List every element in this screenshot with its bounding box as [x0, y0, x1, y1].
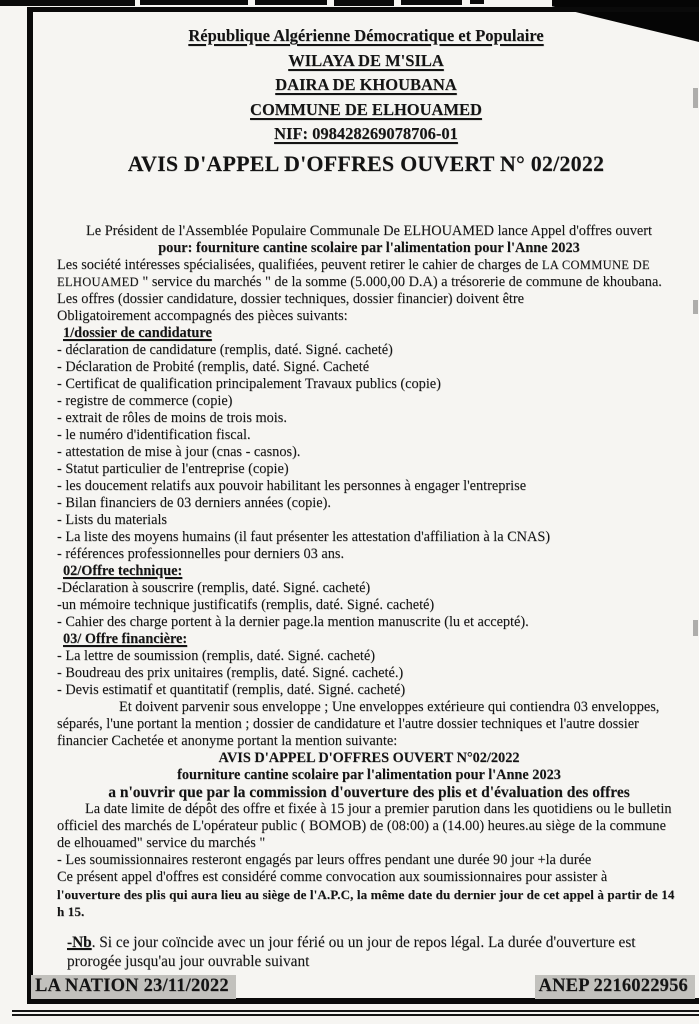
scan-artifact-top-text — [470, 0, 484, 4]
section-items — [57, 342, 681, 563]
ouverture-line: l'ouverture des plis qui aura lieu au siège de l'A.P.C, la même date du dernier jour de cet appel à partir de 14 h 15. — [57, 886, 675, 919]
envelope-paragraph: Et doivent parvenir sous enveloppe ; Une enveloppes extérieure qui contiendra 03 enveloppes, séparés, l'une portant la mention ; dossier de candidature et l'autre dossier techniques et l'autre dossier financier Cachetée et anonyme portant la mention suivante: — [57, 698, 660, 749]
convocation-line: Ce présent appel d'offres est considéré comme convocation aux soumissionnaires pour assister à — [57, 868, 608, 885]
requirement-item: - Lists du materials — [57, 511, 167, 528]
retrait-text: " service du marchés " de la somme (5.000,00 D.A) a trésorerie de commune de khoubana. — [138, 273, 662, 290]
requirement-section — [57, 631, 681, 699]
bottom-double-rule — [12, 1010, 699, 1016]
requirement-item: - le numéro d'identification fiscal. — [57, 426, 251, 443]
page-title: AVIS D'APPEL D'OFFRES OUVERT N° 02/2022 — [127, 150, 605, 176]
requirement-item: -Déclaration à souscrire (remplis, daté. Signé. cacheté) — [57, 579, 371, 596]
anep-reference: ANEP 2216022956 — [535, 975, 695, 999]
retrait-paragraph — [57, 257, 681, 291]
republic-line: République Algérienne Démocratique et Populaire — [188, 26, 544, 45]
engagement-line: - Les soumissionnaires resteront engagés par leurs offres pendant une durée 90 jour +la durée — [57, 851, 592, 868]
nif-line: NIF: 098428269078706-01 — [274, 124, 458, 143]
mention-commission: a n'ouvrir que par la commission d'ouverture des plis et d'évaluation des offres — [108, 783, 630, 801]
nb-label: -Nb — [67, 933, 92, 951]
requirement-item: - extrait de rôles de moins de trois mois. — [57, 409, 287, 426]
nb-note — [33, 933, 699, 971]
commune-line: COMMUNE DE ELHOUAMED — [250, 99, 482, 119]
notice-frame — [27, 7, 699, 1004]
requirement-item: - Statut particulier de l'entreprise (copie) — [57, 460, 289, 477]
scan-artifact-top-text — [401, 0, 462, 5]
journal-credit: LA NATION 23/11/2022 — [31, 975, 236, 999]
section-items — [57, 648, 681, 699]
scan-artifact-top-text — [334, 0, 394, 6]
requirement-sections — [57, 325, 681, 699]
scan-artifact-top-text — [0, 0, 135, 6]
requirement-section — [57, 325, 681, 563]
nb-text: . Si ce jour coïncide avec un jour férié ou un jour de repos légal. La durée d'ouverture est prorogée jusqu'au jour ouvrable suivant — [67, 933, 636, 970]
subject-line: pour: fourniture cantine scolaire par l'alimentation pour l'Anne 2023 — [158, 239, 580, 256]
scan-artifact-top-text — [255, 0, 327, 5]
requirement-item: -un mémoire technique justificatifs (remplis, daté. Signé. cacheté) — [57, 596, 435, 613]
requirement-section — [57, 563, 681, 631]
section-heading: 02/Offre technique: — [63, 562, 183, 579]
section-heading: 1/dossier de candidature — [63, 324, 212, 341]
wilaya-line: WILAYA DE M'SILA — [288, 50, 444, 70]
requirement-item: - Bilan financiers de 03 derniers années (copie). — [57, 494, 331, 511]
requirement-item: - références professionnelles pour derniers 03 ans. — [57, 545, 345, 562]
requirement-item: - Devis estimatif et quantitatif (remplis, daté. Signé. cacheté) — [57, 681, 406, 698]
requirement-item: - La liste des moyens humains (il faut présenter les attestation d'affiliation à la CNAS) — [57, 528, 551, 545]
section-heading: 03/ Offre financière: — [63, 630, 188, 647]
obligation-line: Obligatoirement accompagnés des pièces suivants: — [57, 307, 348, 324]
requirement-item: - registre de commerce (copie) — [57, 392, 233, 409]
section-items — [57, 580, 681, 631]
requirement-item: - déclaration de candidature (remplis, daté. Signé. cacheté) — [57, 341, 393, 358]
mention-subject: fourniture cantine scolaire par l'alimentation pour l'Anne 2023 — [177, 766, 561, 783]
requirement-item: - Cahier des charge portent à la dernier page.la mention manuscrite (lu et accepté). — [57, 613, 529, 630]
requirement-item: - Déclaration de Probité (remplis, daté. Signé. Cacheté — [57, 358, 370, 375]
offres-line: Les offres (dossier candidature, dossier techniques, dossier financier) doivent être — [57, 290, 525, 307]
notice-header — [33, 12, 699, 179]
footer-credits — [31, 975, 699, 999]
daira-line: DAIRA DE KHOUBANA — [275, 75, 457, 94]
mention-title: AVIS D'APPEL D'OFFRES OUVERT N°02/2022 — [218, 749, 520, 766]
deadline-paragraph: La date limite de dépôt des offre et fixée à 15 jour a premier parution dans les quotidiens ou le bulletin officiel des marchés de L'opérateur public ( BOMOB) de (08:00) a (14.00) heures.au siège de la commune de elhouamed" service du marchés " — [57, 800, 672, 851]
notice-body — [33, 179, 699, 920]
retrait-text: Les société intéresses spécialisées, qualifiées, peuvent retirer le cahier de charges de — [57, 256, 542, 273]
requirement-item: - La lettre de soumission (remplis, daté. Signé. cacheté) — [57, 647, 376, 664]
opening-line: Le Président de l'Assemblée Populaire Communale De ELHOUAMED lance Appel d'offres ouvert — [86, 222, 652, 239]
requirement-item: - Certificat de qualification principalement Travaux publics (copie) — [57, 375, 441, 392]
requirement-item: - attestation de mise à jour (cnas - casnos). — [57, 443, 301, 460]
scan-artifact-top-text — [140, 0, 248, 5]
requirement-item: - les doucement relatifs aux pouvoir habilitant les personnes à engager l'entreprise — [57, 477, 527, 494]
requirement-item: - Boudreau des prix unitaires (remplis, daté. Signé. cacheté.) — [57, 664, 404, 681]
commune-smallcaps: LA COMMUNE DE ELHOUAMED — [57, 257, 650, 289]
